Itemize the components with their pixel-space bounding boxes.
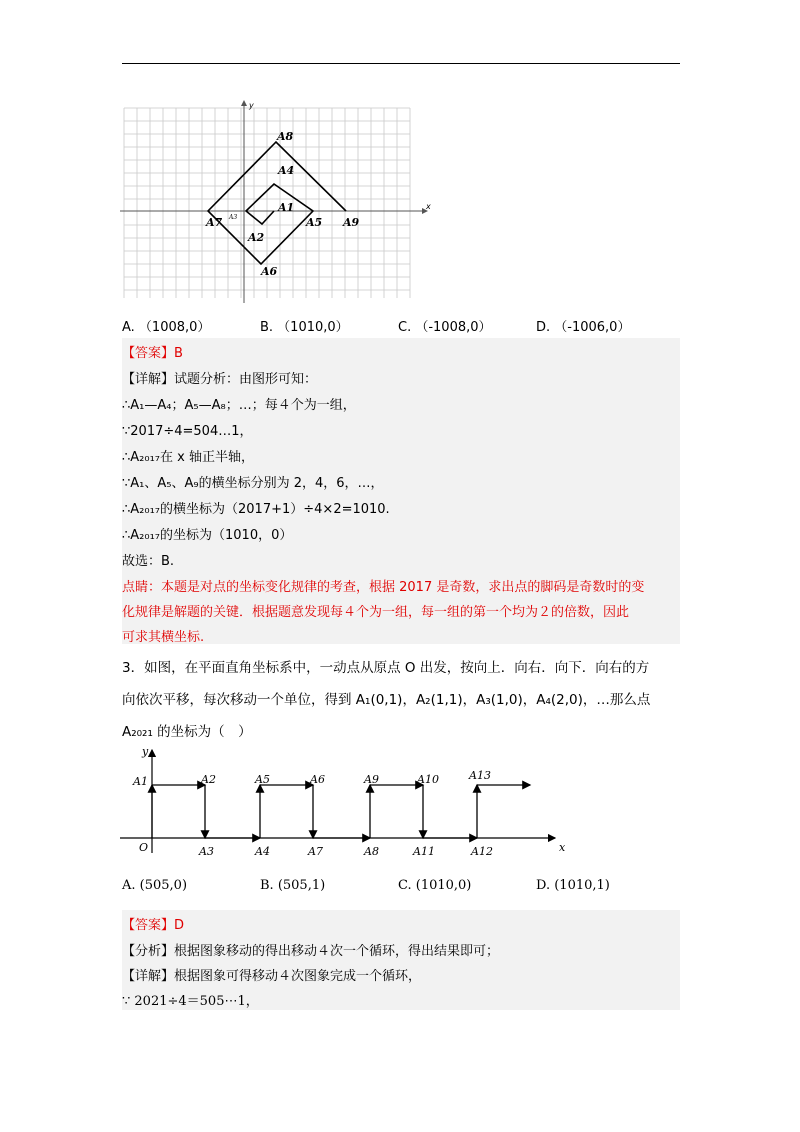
q2-detail-7: ∴A₂₀₁₇的坐标为（1010，0） <box>122 528 293 543</box>
q2-detail-2: ∴A₁—A₄；A₅—A₈；…；每４个为一组， <box>122 398 356 413</box>
q3-option-a: A. (505,0) <box>122 878 188 893</box>
label-A8: A8 <box>277 130 294 143</box>
q2-detail-1: 【详解】试题分析：由图形可知： <box>122 372 318 387</box>
label-A3: A3 <box>229 214 238 221</box>
label-A10: A10 <box>417 773 439 786</box>
q2-detail-8: 故选：B. <box>122 554 175 569</box>
q3-stem-line-1: 3．如图，在平面直角坐标系中，一动点从原点 O 出发，按向上．向右．向下．向右的方 <box>122 660 650 676</box>
path-arrows <box>152 785 530 838</box>
label-A7: A7 <box>206 216 223 229</box>
q3-solution-box <box>122 910 680 1010</box>
q3-analysis: 【分析】根据图象移动的得出移动４次一个循环，得出结果即可； <box>122 944 500 959</box>
label-A1: A1 <box>278 201 295 214</box>
label-A4: A4 <box>255 845 270 858</box>
label-A9: A9 <box>343 216 360 229</box>
label-A3: A3 <box>199 845 214 858</box>
step-path-figure <box>115 745 575 865</box>
q2-detail-4: ∴A₂₀₁₇在 x 轴正半轴， <box>122 450 254 465</box>
q2-option-a: A. （1008,0） <box>122 320 211 335</box>
y-axis-label: y <box>142 745 149 758</box>
label-A6: A6 <box>261 265 278 278</box>
x-axis-label: x <box>559 841 566 854</box>
label-A8: A8 <box>364 845 379 858</box>
q2-comment-1: 点睛：本题是对点的坐标变化规律的考查，根据 2017 是奇数，求出点的脚码是奇数时的变 <box>122 580 645 595</box>
q3-stem-line-3: A₂₀₂₁ 的坐标为（ ） <box>122 724 252 740</box>
label-A5: A5 <box>255 773 270 786</box>
q2-detail-3: ∵2017÷4=504…1， <box>122 424 253 439</box>
label-A4: A4 <box>278 164 295 177</box>
q2-comment-2: 化规律是解题的关键．根据题意发现每４个为一组，每一组的第一个均为２的倍数，因此 <box>122 605 630 620</box>
label-A12: A12 <box>471 845 493 858</box>
label-A2: A2 <box>248 231 265 244</box>
label-A5: A5 <box>306 216 323 229</box>
y-axis-label: y <box>249 101 254 110</box>
label-A6: A6 <box>310 773 325 786</box>
q3-option-b: B. (505,1) <box>260 878 326 893</box>
q3-detail-2: ∵ 2021÷4＝505⋯1， <box>122 994 259 1009</box>
label-A2: A2 <box>201 773 216 786</box>
label-A13: A13 <box>469 769 491 782</box>
q2-option-b: B. （1010,0） <box>260 320 349 335</box>
q3-option-c: C. (1010,0) <box>398 878 472 893</box>
header-rule <box>122 63 680 64</box>
label-A7: A7 <box>308 845 323 858</box>
q2-option-c: C. （-1008,0） <box>398 320 492 335</box>
label-A1: A1 <box>133 775 148 788</box>
label-A9: A9 <box>364 773 379 786</box>
q2-option-d: D. （-1006,0） <box>536 320 631 335</box>
q3-option-d: D. (1010,1) <box>536 878 610 893</box>
q3-answer: 【答案】D <box>122 918 185 933</box>
q2-answer: 【答案】B <box>122 346 183 361</box>
q3-stem-line-2: 向依次平移，每次移动一个单位，得到 A₁(0,1)，A₂(1,1)，A₃(1,0)，A₄(2,0)，…那么点 <box>122 692 651 708</box>
label-A11: A11 <box>413 845 435 858</box>
q2-detail-5: ∵A₁、A₅、A₉的横坐标分别为 2，4，6，…， <box>122 476 384 491</box>
q2-solution-box <box>122 338 680 644</box>
origin-label: O <box>139 841 149 854</box>
q3-detail-1: 【详解】根据图象可得移动４次图象完成一个循环， <box>122 969 422 984</box>
x-axis-label: x <box>426 202 431 211</box>
q2-comment-3: 可求其横坐标. <box>122 630 205 645</box>
q2-detail-6: ∴A₂₀₁₇的横坐标为（2017+1）÷4×2=1010. <box>122 502 390 517</box>
spiral-grid-figure <box>120 98 440 303</box>
